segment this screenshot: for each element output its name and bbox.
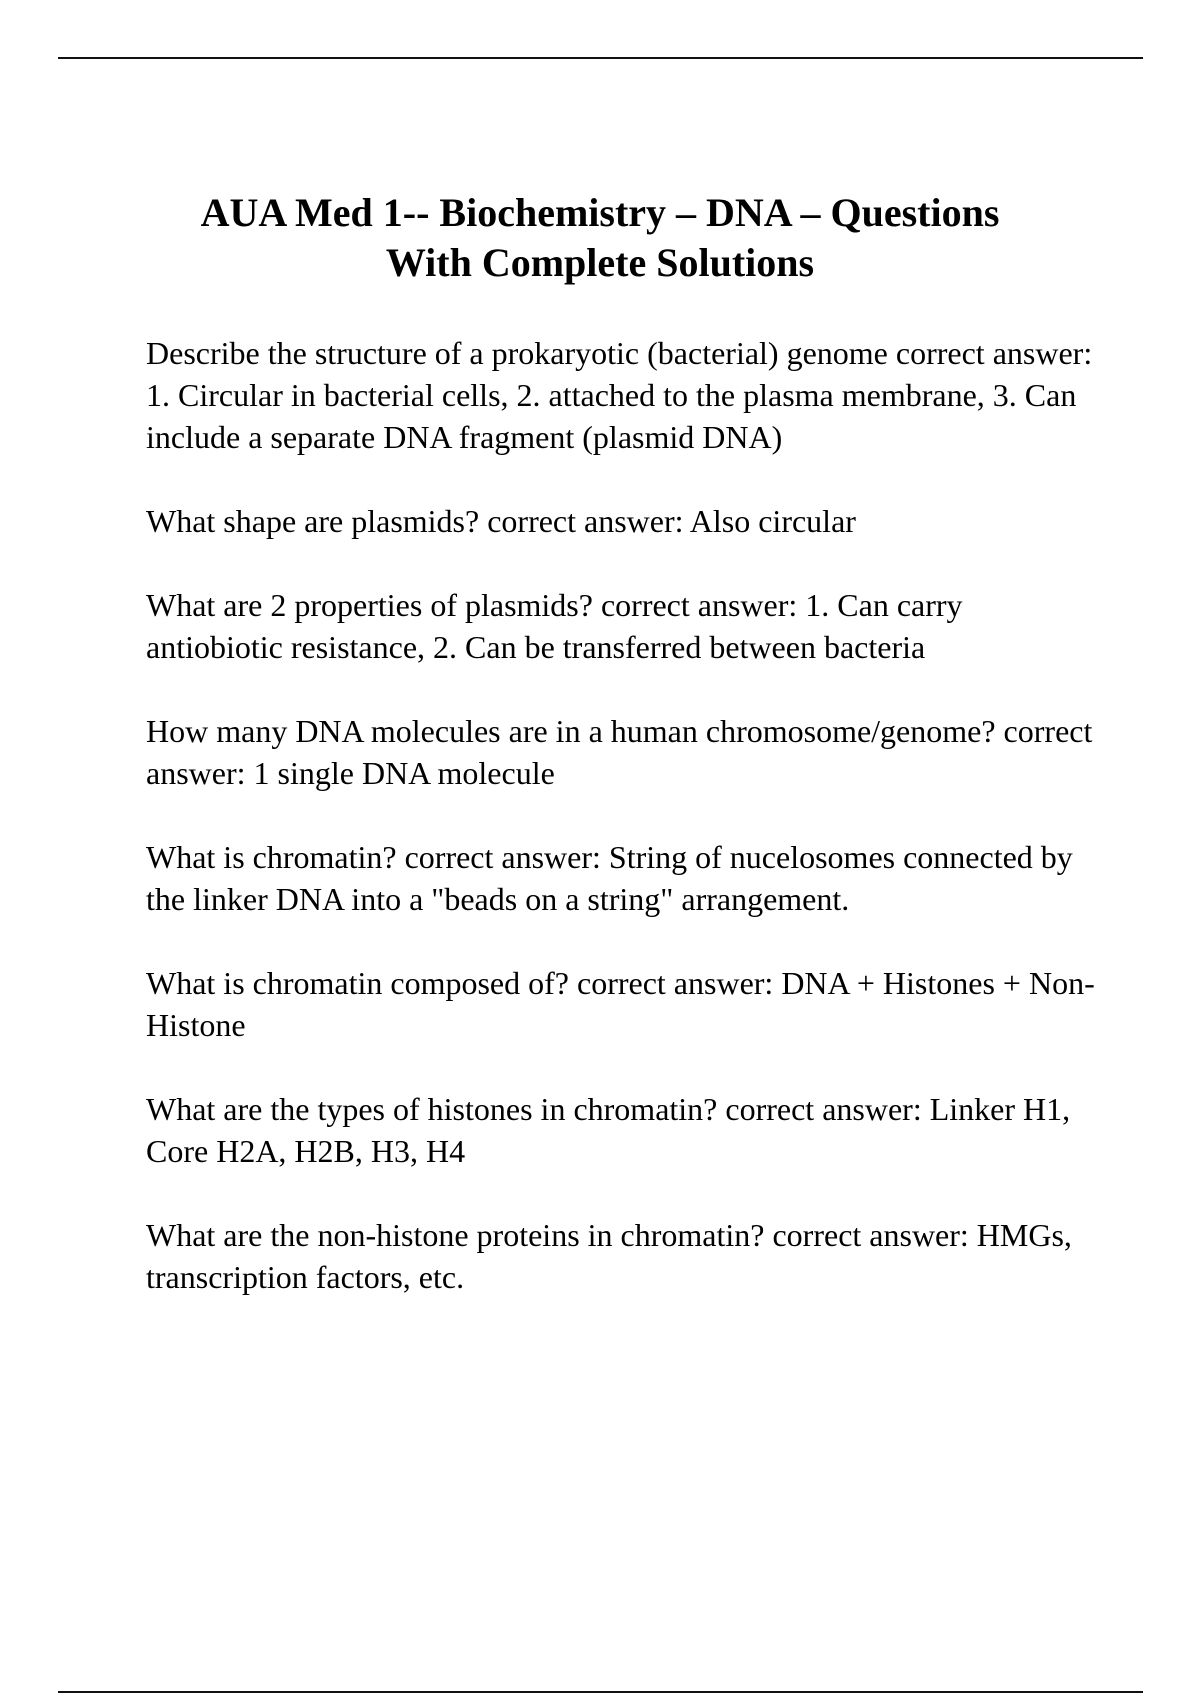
question-text: What shape are plasmids?	[146, 503, 480, 539]
answer-marker: correct answer:	[146, 713, 1093, 791]
qa-list	[146, 332, 1106, 1340]
bottom-divider	[58, 1691, 1143, 1693]
answer-text: HMGs, transcription factors, etc.	[146, 1217, 1072, 1295]
qa-item	[146, 836, 1106, 920]
answer-marker: correct answer:	[895, 335, 1093, 371]
question-text: How many DNA molecules are in a human chromosome/genome?	[146, 713, 996, 749]
answer-text: DNA + Histones + Non-Histone	[146, 965, 1095, 1043]
answer-text: 1. Circular in bacterial cells, 2. attached to the plasma membrane, 3. Can include a separate DNA fragment (plasmid DNA)	[146, 377, 1077, 455]
question-text: What are the types of histones in chromatin?	[146, 1091, 718, 1127]
question-text: What is chromatin composed of?	[146, 965, 569, 1001]
answer-text: String of nucelosomes connected by the linker DNA into a "beads on a string" arrangement.	[146, 839, 1073, 917]
question-text: Describe the structure of a prokaryotic (bacterial) genome	[146, 335, 888, 371]
question-text: What are the non-histone proteins in chromatin?	[146, 1217, 765, 1253]
answer-text: Also circular	[689, 503, 856, 539]
answer-marker: correct answer:	[725, 1091, 922, 1127]
qa-item	[146, 1214, 1106, 1298]
qa-item	[146, 332, 1106, 458]
question-text: What is chromatin?	[146, 839, 397, 875]
title-line-2: With Complete Solutions	[385, 240, 815, 285]
document-title	[150, 188, 1050, 288]
top-divider	[58, 57, 1143, 59]
answer-marker: correct answer:	[772, 1217, 969, 1253]
answer-marker: correct answer:	[576, 965, 774, 1001]
qa-item	[146, 962, 1106, 1046]
answer-marker: correct answer:	[404, 839, 601, 875]
qa-item	[146, 710, 1106, 794]
qa-item	[146, 500, 1106, 542]
answer-marker: correct answer:	[600, 587, 798, 623]
question-text: What are 2 properties of plasmids?	[146, 587, 593, 623]
answer-marker: correct answer:	[487, 503, 684, 539]
qa-item	[146, 584, 1106, 668]
answer-text: 1. Can carry antiobiotic resistance, 2. Can be transferred between bacteria	[146, 587, 963, 665]
qa-item	[146, 1088, 1106, 1172]
answer-text: 1 single DNA molecule	[253, 755, 555, 791]
title-line-1: AUA Med 1-- Biochemistry – DNA – Questions	[200, 190, 1000, 235]
answer-text: Linker H1, Core H2A, H2B, H3, H4	[146, 1091, 1071, 1169]
